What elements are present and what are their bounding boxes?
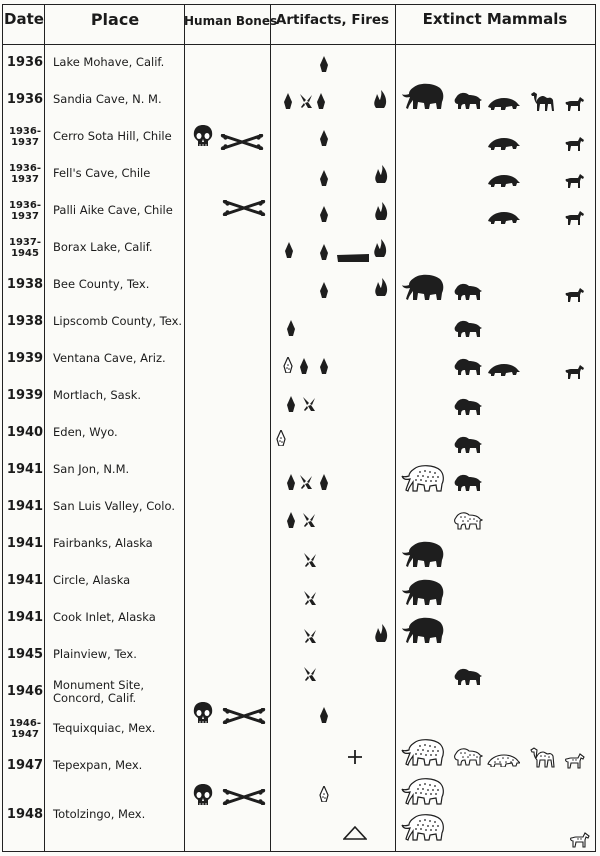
row-date: 1947 (6, 758, 44, 773)
table-row (2, 636, 596, 673)
table-row (2, 562, 596, 599)
fire-icon (373, 239, 387, 257)
table-row (2, 488, 596, 525)
horse-icon (565, 364, 585, 380)
row-place: Fairbanks, Alaska (53, 536, 153, 550)
fire-icon (374, 278, 388, 296)
bison-icon (453, 398, 483, 416)
mammoth-icon (400, 540, 446, 568)
horse-icon (565, 287, 585, 303)
projectile-point-icon (286, 474, 296, 490)
projectile-point-icon (286, 512, 296, 528)
projectile-point-icon (319, 474, 329, 490)
crossed-bones-icon (222, 200, 266, 216)
table-row (2, 525, 596, 562)
bison-icon (453, 436, 483, 454)
row-date: 1941 (6, 536, 44, 551)
projectile-point-icon (299, 358, 309, 374)
dotted-horse-icon (565, 753, 585, 769)
fire-icon (374, 202, 388, 220)
horse-icon (565, 173, 585, 189)
cross-icon (348, 750, 362, 764)
ground-sloth-icon (486, 96, 520, 110)
projectile-point-icon (319, 206, 329, 222)
dotted-mammoth-icon (400, 777, 446, 805)
bison-icon (453, 283, 483, 301)
row-place: Palli Aike Cave, Chile (53, 203, 173, 217)
row-date: 1936-1937 (9, 162, 41, 185)
skull-icon (192, 124, 214, 148)
dotted-projectile-point-icon (319, 786, 329, 802)
row-date: 1948 (6, 806, 44, 822)
row-date: 1938 (6, 314, 44, 329)
row-date: 1936-1937 (9, 199, 41, 222)
broken-point-icon (299, 474, 313, 490)
row-date: 1936-1937 (9, 125, 41, 148)
bison-icon (453, 92, 483, 110)
row-date: 1941 (6, 499, 44, 514)
ground-sloth-icon (486, 136, 520, 150)
horse-icon (565, 96, 585, 112)
row-place: Bee County, Tex. (53, 277, 150, 291)
dotted-mammoth-icon (400, 738, 446, 766)
dotted-bison-icon (453, 748, 483, 766)
crossed-bones-icon (220, 134, 264, 150)
triangle-icon (343, 826, 367, 840)
row-date: 1940 (6, 425, 44, 440)
row-place: Cook Inlet, Alaska (53, 610, 156, 624)
ground-sloth-icon (486, 362, 520, 376)
row-date: 1939 (6, 351, 44, 366)
header-place: Place (90, 10, 140, 29)
camel-icon (530, 90, 558, 112)
broken-point-icon (303, 552, 317, 568)
fire-icon (374, 165, 388, 183)
row-place: San Luis Valley, Colo. (53, 499, 175, 513)
ground-sloth-icon (486, 210, 520, 224)
dotted-projectile-point-icon (283, 357, 293, 373)
dotted-mammoth-icon (400, 813, 446, 841)
table-row (2, 784, 596, 844)
header-human-bones: Human Bones (184, 14, 278, 28)
horse-icon (565, 210, 585, 226)
projectile-point-icon (319, 56, 329, 72)
projectile-point-icon (319, 170, 329, 186)
projectile-point-icon (319, 707, 329, 723)
row-date: 1939 (6, 388, 44, 403)
dotted-camel-icon (530, 746, 558, 768)
row-place: Eden, Wyo. (53, 425, 118, 439)
table-row (2, 414, 596, 451)
row-place: San Jon, N.M. (53, 462, 130, 476)
row-date: 1946-1947 (9, 717, 41, 740)
row-date: 1946 (6, 684, 44, 699)
bison-icon (453, 474, 483, 492)
crossed-bones-icon (222, 789, 266, 805)
projectile-point-icon (319, 244, 329, 260)
dotted-bison-icon (453, 512, 483, 530)
bison-icon (453, 668, 483, 686)
broken-point-icon (299, 93, 313, 109)
row-date: 1936 (6, 92, 44, 107)
broken-point-icon (302, 512, 316, 528)
dotted-projectile-point-icon (276, 430, 286, 446)
fire-icon (374, 624, 388, 642)
row-place: Mortlach, Sask. (53, 388, 142, 402)
fire-icon (373, 90, 387, 108)
row-place: Plainview, Tex. (53, 647, 137, 661)
table-row (2, 710, 596, 747)
table-row (2, 599, 596, 636)
projectile-point-icon (319, 358, 329, 374)
broken-point-icon (303, 628, 317, 644)
row-place: Lipscomb County, Tex. (53, 314, 183, 328)
table-row (2, 673, 596, 710)
row-date: 1936 (6, 55, 44, 70)
dotted-mammoth-icon (400, 464, 446, 492)
table-row (2, 229, 596, 266)
row-place: Monument Site, Concord, Calif. (53, 677, 145, 705)
skull-icon (192, 783, 214, 807)
row-place: Totolzingo, Mex. (53, 806, 146, 821)
ground-sloth-icon (486, 173, 520, 187)
header-artifacts-fires: Artifacts, Fires (275, 12, 390, 28)
row-place: Sandia Cave, N. M. (53, 92, 162, 106)
skull-icon (192, 701, 214, 725)
table-row (2, 377, 596, 414)
projectile-point-icon (286, 396, 296, 412)
table-border-bottom (2, 851, 596, 852)
mammoth-icon (400, 82, 446, 110)
row-date: 1941 (6, 573, 44, 588)
table-row (2, 266, 596, 303)
mano-icon (336, 253, 370, 263)
crossed-bones-icon (222, 708, 266, 724)
table-border-top (2, 4, 596, 5)
broken-point-icon (303, 590, 317, 606)
header-date: Date (4, 10, 44, 28)
mammoth-icon (400, 616, 446, 644)
broken-point-icon (303, 666, 317, 682)
row-date: 1938 (6, 277, 44, 292)
dotted-ground-sloth-icon (486, 753, 520, 767)
bison-icon (453, 320, 483, 338)
row-place: Circle, Alaska (53, 573, 131, 587)
horse-icon (565, 136, 585, 152)
projectile-point-icon (319, 282, 329, 298)
row-place: Borax Lake, Calif. (53, 240, 153, 254)
projectile-point-icon (319, 130, 329, 146)
row-place: Cerro Sota Hill, Chile (53, 129, 172, 143)
projectile-point-icon (286, 320, 296, 336)
row-place: Tequixquiac, Mex. (53, 721, 156, 735)
row-date: 1941 (6, 610, 44, 625)
row-place: Tepexpan, Mex. (53, 758, 143, 772)
table-row (2, 303, 596, 340)
broken-point-icon (302, 396, 316, 412)
row-place: Ventana Cave, Ariz. (53, 351, 166, 365)
projectile-point-icon (316, 93, 326, 109)
bison-icon (453, 358, 483, 376)
row-place: Lake Mohave, Calif. (53, 55, 165, 69)
row-date: 1945 (6, 647, 44, 662)
row-date: 1937-1945 (9, 236, 41, 259)
mammoth-icon (400, 578, 446, 606)
table-row (2, 44, 596, 81)
dotted-horse-icon (570, 832, 590, 848)
row-date: 1941 (6, 462, 44, 477)
row-place: Fell's Cave, Chile (53, 166, 151, 180)
header-extinct-mammals: Extinct Mammals (422, 10, 568, 28)
mammoth-icon (400, 273, 446, 301)
projectile-point-icon (284, 242, 294, 258)
projectile-point-icon (283, 93, 293, 109)
